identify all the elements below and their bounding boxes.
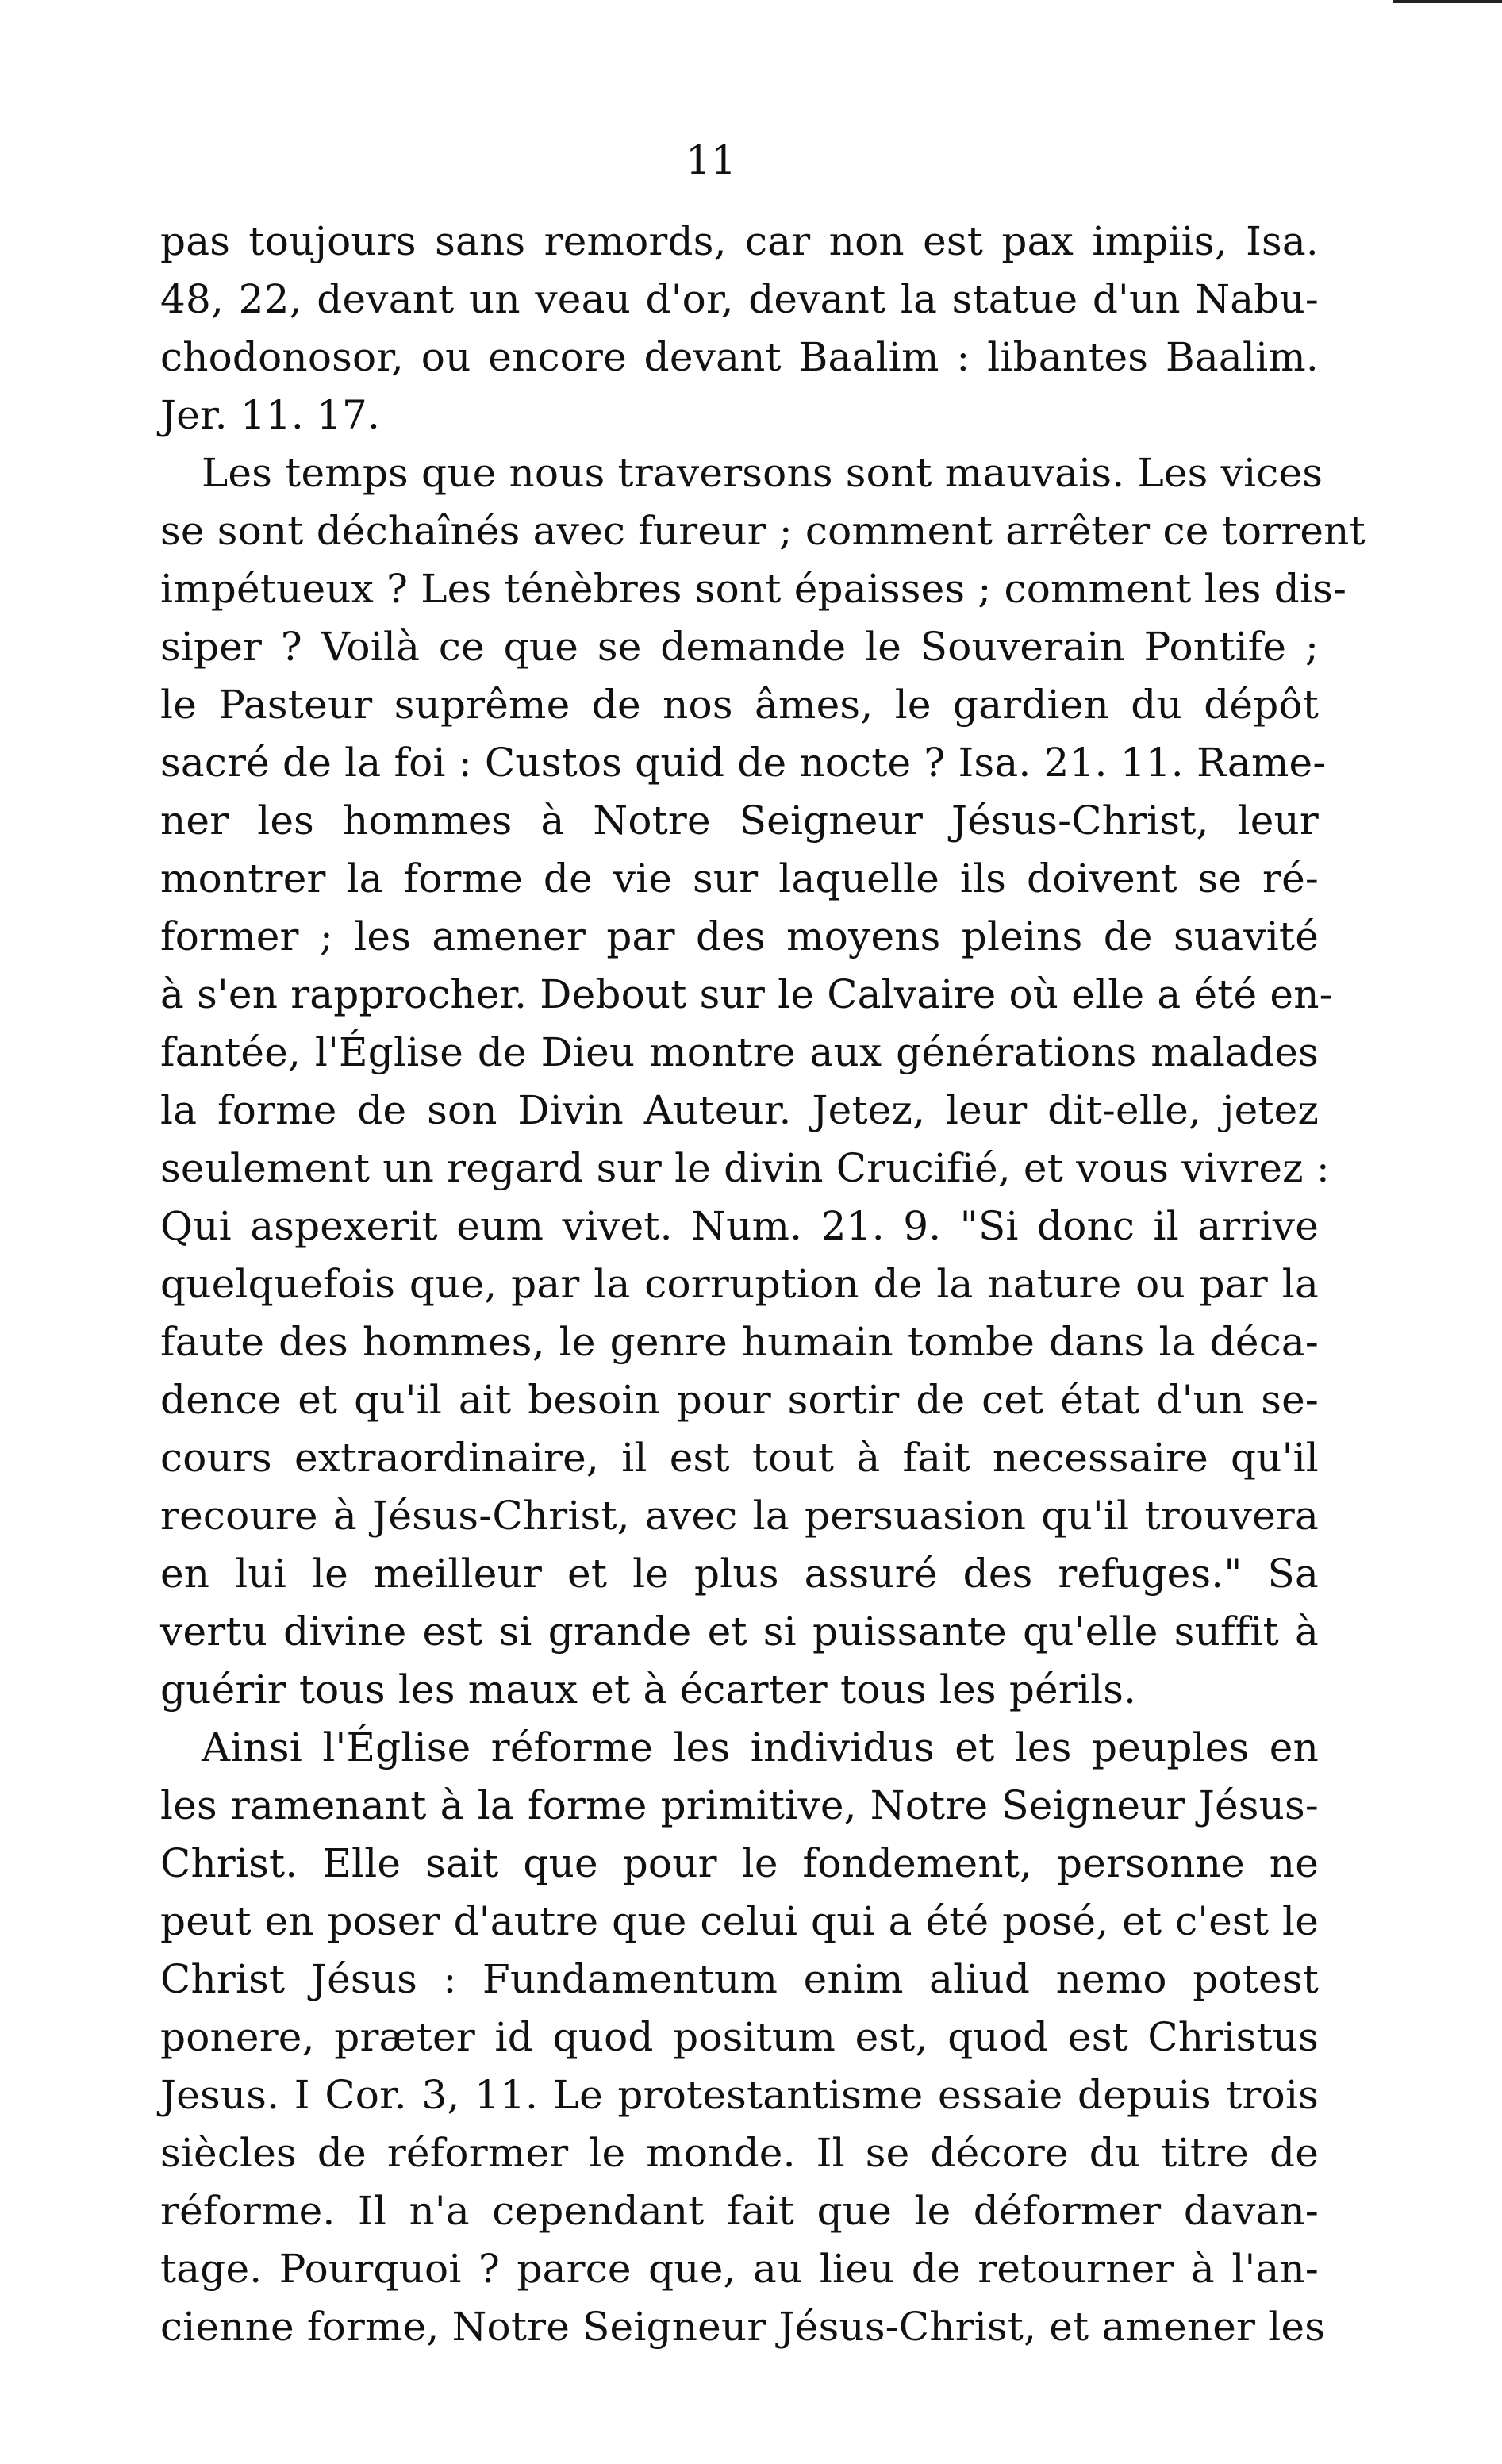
paragraph-start-line: Les temps que nous traversons sont mauvais. Les vices	[202, 450, 1323, 496]
text-line: la forme de son Divin Auteur. Jetez, leur dit-elle, jetez	[160, 1087, 1319, 1133]
text-line: tage. Pourquoi ? parce que, au lieu de retourner à l'an-	[160, 2246, 1319, 2292]
text-line: Christ Jésus : Fundamentum enim aliud nemo potest	[160, 1956, 1319, 2002]
text-line: former ; les amener par des moyens pleins de suavité	[160, 913, 1319, 959]
text-line: les ramenant à la forme primitive, Notre Seigneur Jésus-	[160, 1782, 1319, 1828]
text-line: recoure à Jésus-Christ, avec la persuasion qu'il trouvera	[160, 1493, 1319, 1539]
text-line: quelquefois que, par la corruption de la nature ou par la	[160, 1261, 1319, 1307]
text-line: le Pasteur suprême de nos âmes, le gardien du dépôt	[160, 682, 1319, 728]
text-line: cours extraordinaire, il est tout à fait necessaire qu'il	[160, 1435, 1319, 1481]
body-text	[160, 213, 1366, 2356]
text-line: sacré de la foi : Custos quid de nocte ? Isa. 21. 11. Rame-	[160, 740, 1327, 786]
text-line: montrer la forme de vie sur laquelle ils doivent se ré-	[160, 855, 1319, 901]
text-line: réforme. Il n'a cependant fait que le déformer davan-	[160, 2188, 1319, 2234]
text-line: pas toujours sans remords, car non est pax impiis, Isa.	[160, 218, 1319, 264]
text-line: Jer. 11. 17.	[160, 392, 381, 438]
text-line: à s'en rapprocher. Debout sur le Calvaire où elle a été en-	[160, 971, 1333, 1017]
text-line: fantée, l'Église de Dieu montre aux générations malades	[160, 1029, 1319, 1075]
page-edge-rule	[1393, 0, 1502, 3]
text-line: Qui aspexerit eum vivet. Num. 21. 9. "Si donc il arrive	[160, 1203, 1319, 1249]
text-line: en lui le meilleur et le plus assuré des refuges." Sa	[160, 1551, 1319, 1597]
text-line: guérir tous les maux et à écarter tous les périls.	[160, 1666, 1137, 1712]
text-line: faute des hommes, le genre humain tombe dans la déca-	[160, 1319, 1319, 1365]
text-line: ner les hommes à Notre Seigneur Jésus-Christ, leur	[160, 798, 1319, 844]
text-line: cienne forme, Notre Seigneur Jésus-Christ, et amener les	[160, 2304, 1326, 2350]
page-number: 11	[686, 137, 736, 183]
paragraph-start-line: Ainsi l'Église réforme les individus et les peuples en	[202, 1724, 1319, 1770]
text-line: 48, 22, devant un veau d'or, devant la statue d'un Nabu-	[160, 276, 1319, 322]
text-line: peut en poser d'autre que celui qui a été posé, et c'est le	[160, 1898, 1319, 1944]
text-line: vertu divine est si grande et si puissante qu'elle suffit à	[160, 1609, 1319, 1655]
text-line: ponere, præter id quod positum est, quod est Christus	[160, 2014, 1319, 2060]
text-line: impétueux ? Les ténèbres sont épaisses ; comment les dis-	[160, 566, 1347, 612]
text-line: chodonosor, ou encore devant Baalim : libantes Baalim.	[160, 334, 1319, 380]
text-line: dence et qu'il ait besoin pour sortir de cet état d'un se-	[160, 1377, 1319, 1423]
text-line: se sont déchaînés avec fureur ; comment arrêter ce torrent	[160, 508, 1366, 554]
text-line: siper ? Voilà ce que se demande le Souverain Pontife ;	[160, 624, 1319, 670]
text-line: seulement un regard sur le divin Crucifié, et vous vivrez :	[160, 1145, 1330, 1191]
text-line: Christ. Elle sait que pour le fondement, personne ne	[160, 1840, 1319, 1886]
text-line: Jesus. I Cor. 3, 11. Le protestantisme essaie depuis trois	[160, 2072, 1319, 2118]
text-line: siècles de réformer le monde. Il se décore du titre de	[160, 2130, 1319, 2176]
